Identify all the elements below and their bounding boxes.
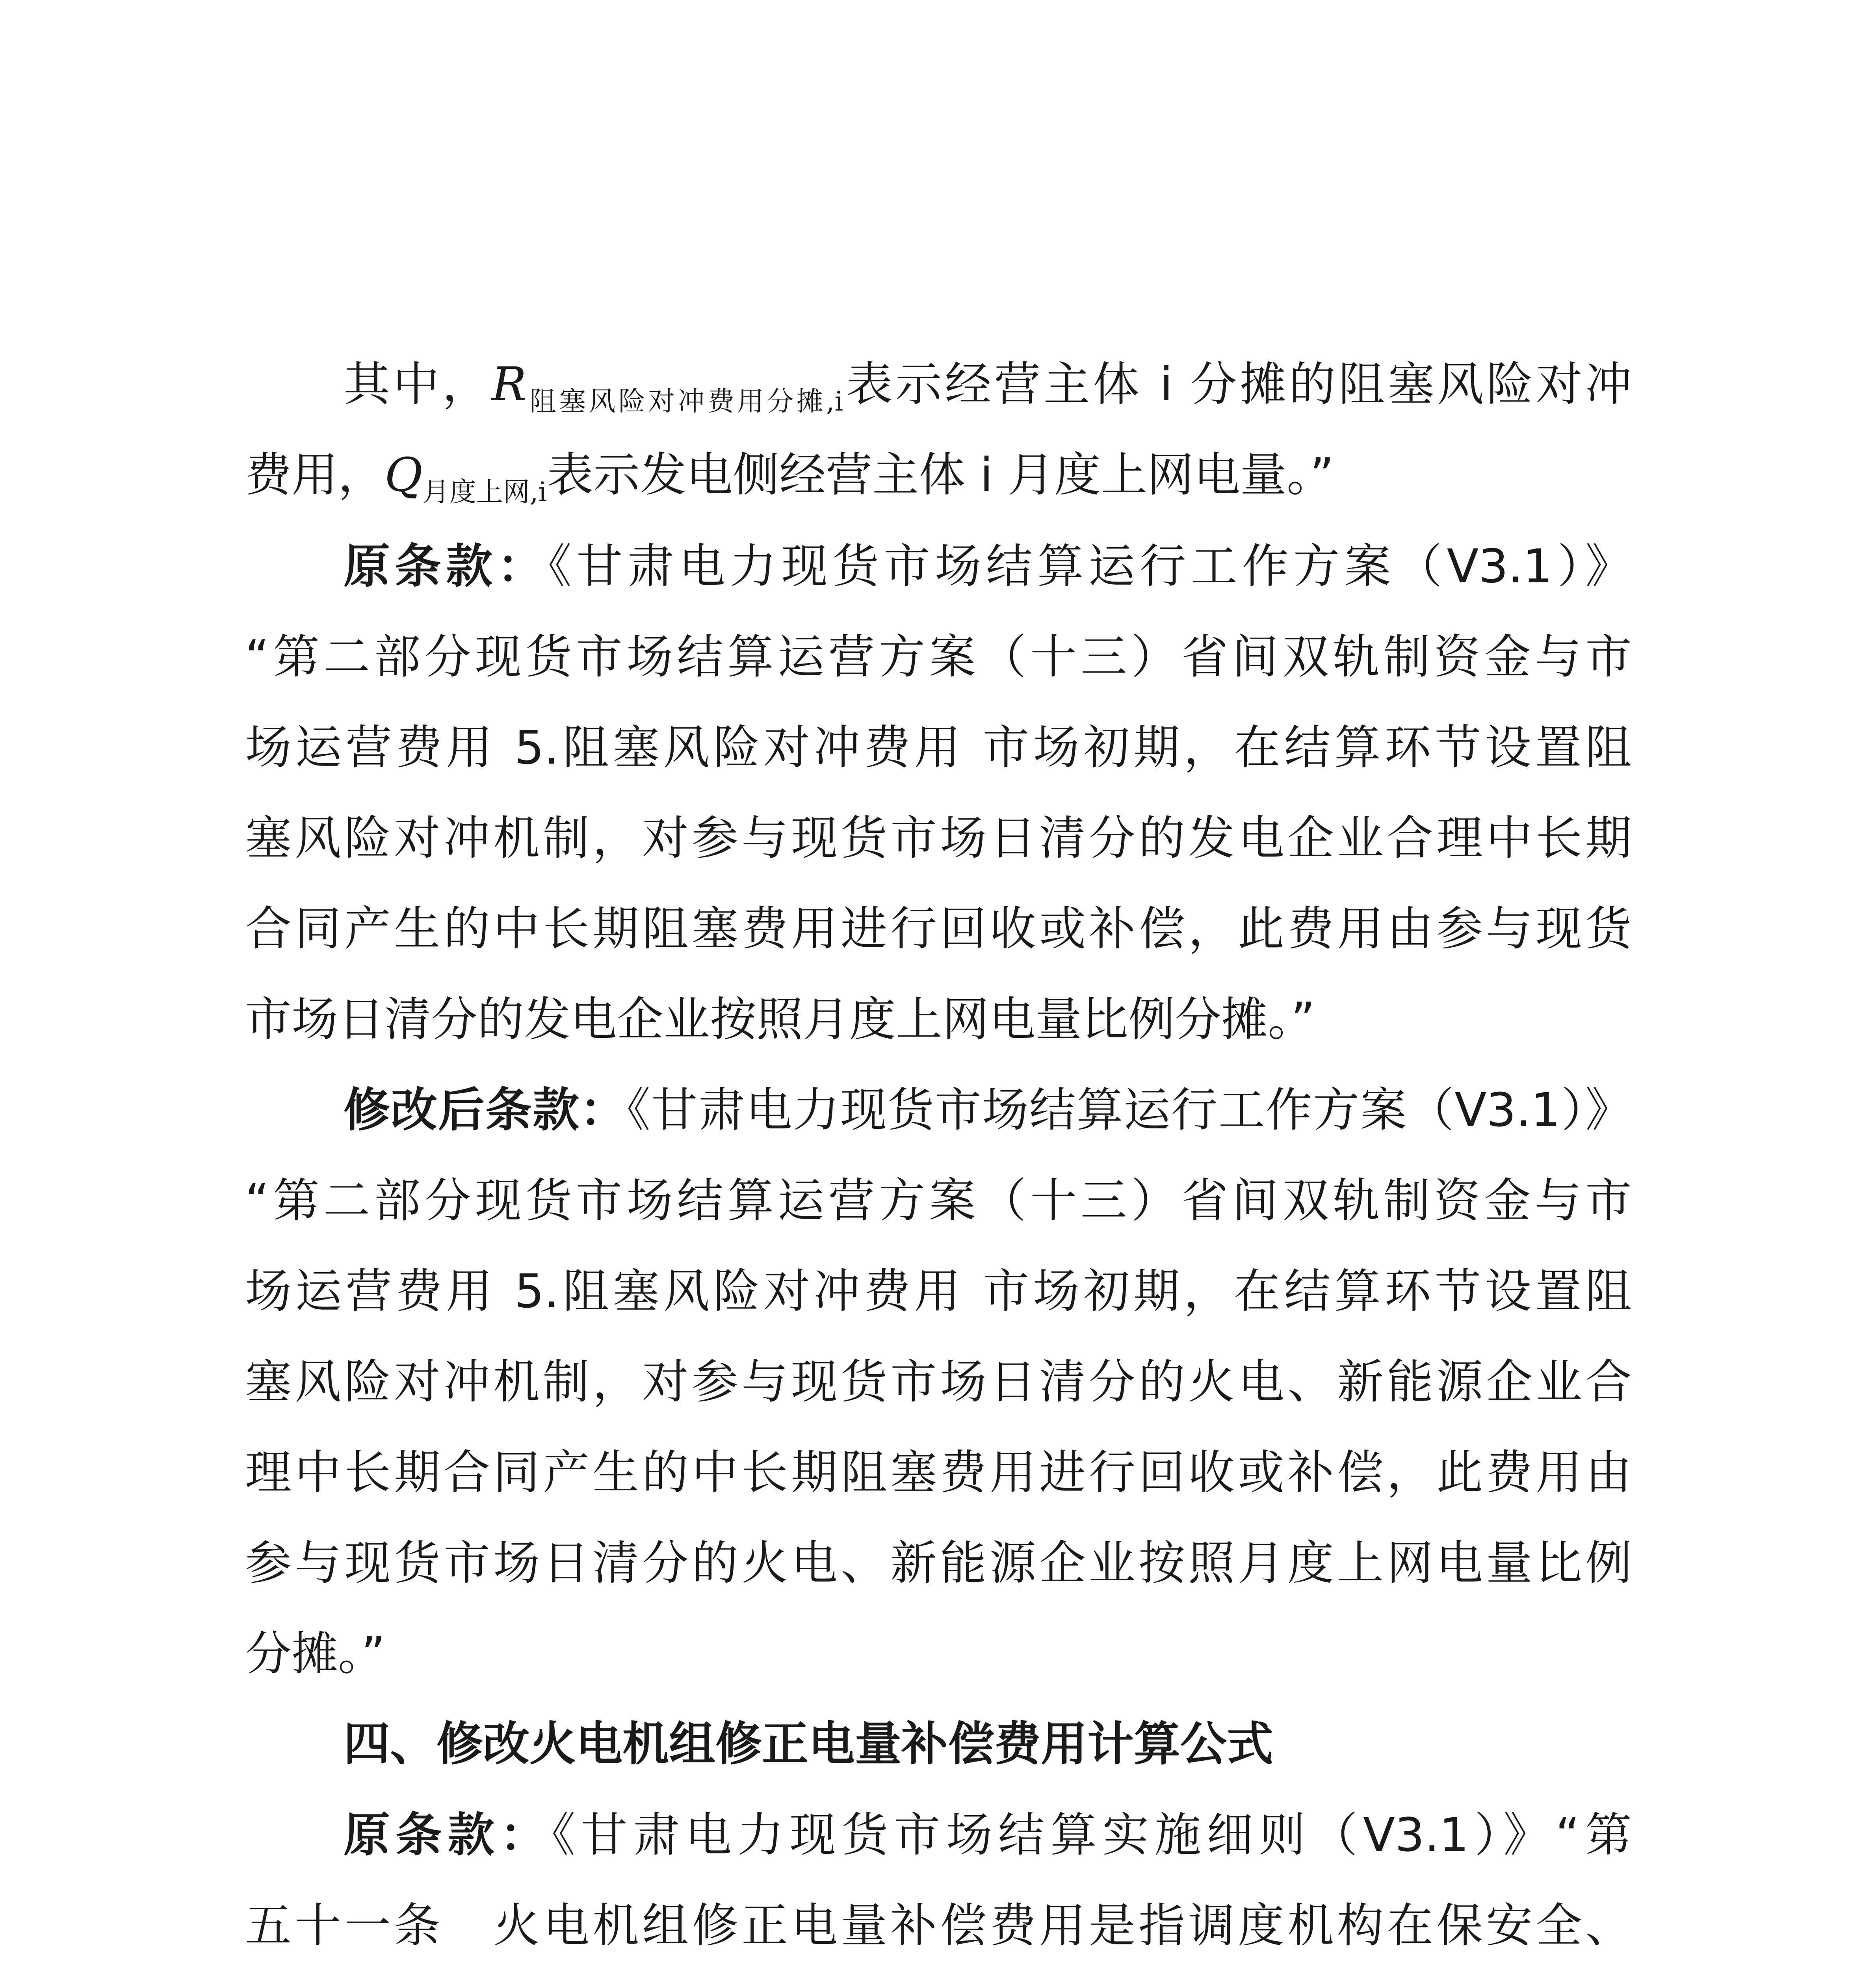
original-clause-1-line-1 (344, 537, 1632, 596)
q-symbol: Q (384, 448, 423, 502)
intro-line-1 (344, 355, 1632, 431)
revised-clause-1-line-5: 理中长期合同产生的中长期阻塞费用进行回收或补偿，此费用由 (245, 1445, 1632, 1500)
revised-clause-1-line-4: 塞风险对冲机制，对参与现货市场日清分的火电、新能源企业合 (245, 1355, 1632, 1409)
original-clause-2-line-2: 五十一条 火电机组修正电量补偿费用是指调度机构在保安全、 (245, 1898, 1632, 1953)
original-clause-1-line-5: 合同产生的中长期阻塞费用进行回收或补偿，此费用由参与现货 (245, 901, 1632, 956)
original-clause-2-line-1 (344, 1805, 1632, 1864)
intro-suffix: 表示经营主体 i 分摊的阻塞风险对冲 (843, 357, 1632, 411)
original-clause-label: 原条款： (344, 1808, 552, 1862)
revised-clause-label: 修改后条款： (344, 1083, 627, 1137)
clause-text: 《甘肃电力现货市场结算运行工作方案（V3.1）》 (627, 1083, 1632, 1137)
clause-text: 《甘肃电力现货市场结算实施细则（V3.1）》“第 (552, 1808, 1632, 1862)
original-clause-label: 原条款： (344, 539, 548, 593)
original-clause-1-line-6: 市场日清分的发电企业按照月度上网电量比例分摊。” (245, 992, 1315, 1046)
intro-line-2 (245, 445, 1632, 522)
original-clause-1-line-4: 塞风险对冲机制，对参与现货市场日清分的发电企业合理中长期 (245, 811, 1632, 865)
r-symbol: R (491, 357, 527, 411)
clause-text: 《甘肃电力现货市场结算运行工作方案（V3.1）》 (548, 539, 1632, 593)
revised-clause-1-line-6: 参与现货市场日清分的火电、新能源企业按照月度上网电量比例 (245, 1536, 1632, 1590)
intro-prefix-2: 费用， (245, 448, 385, 502)
intro-suffix-2: 表示发电侧经营主体 i 月度上网电量。” (547, 448, 1334, 502)
original-clause-1-line-2: “第二部分现货市场结算运营方案（十三）省间双轨制资金与市 (245, 630, 1632, 684)
revised-clause-1-line-7: 分摊。” (245, 1626, 386, 1681)
q-subscript: 月度上网,i (422, 477, 547, 508)
section-heading: 四、修改火电机组修正电量补偿费用计算公式 (344, 1718, 1274, 1770)
revised-clause-1-line-3: 场运营费用 5.阻塞风险对冲费用 市场初期，在结算环节设置阻 (245, 1264, 1632, 1318)
original-clause-1-line-3: 场运营费用 5.阻塞风险对冲费用 市场初期，在结算环节设置阻 (245, 720, 1632, 775)
revised-clause-1-line-2: “第二部分现货市场结算运营方案（十三）省间双轨制资金与市 (245, 1173, 1632, 1228)
revised-clause-1-line-1 (344, 1080, 1632, 1139)
intro-prefix: 其中， (344, 357, 492, 411)
r-subscript: 阻塞风险对冲费用分摊,i (526, 386, 843, 417)
